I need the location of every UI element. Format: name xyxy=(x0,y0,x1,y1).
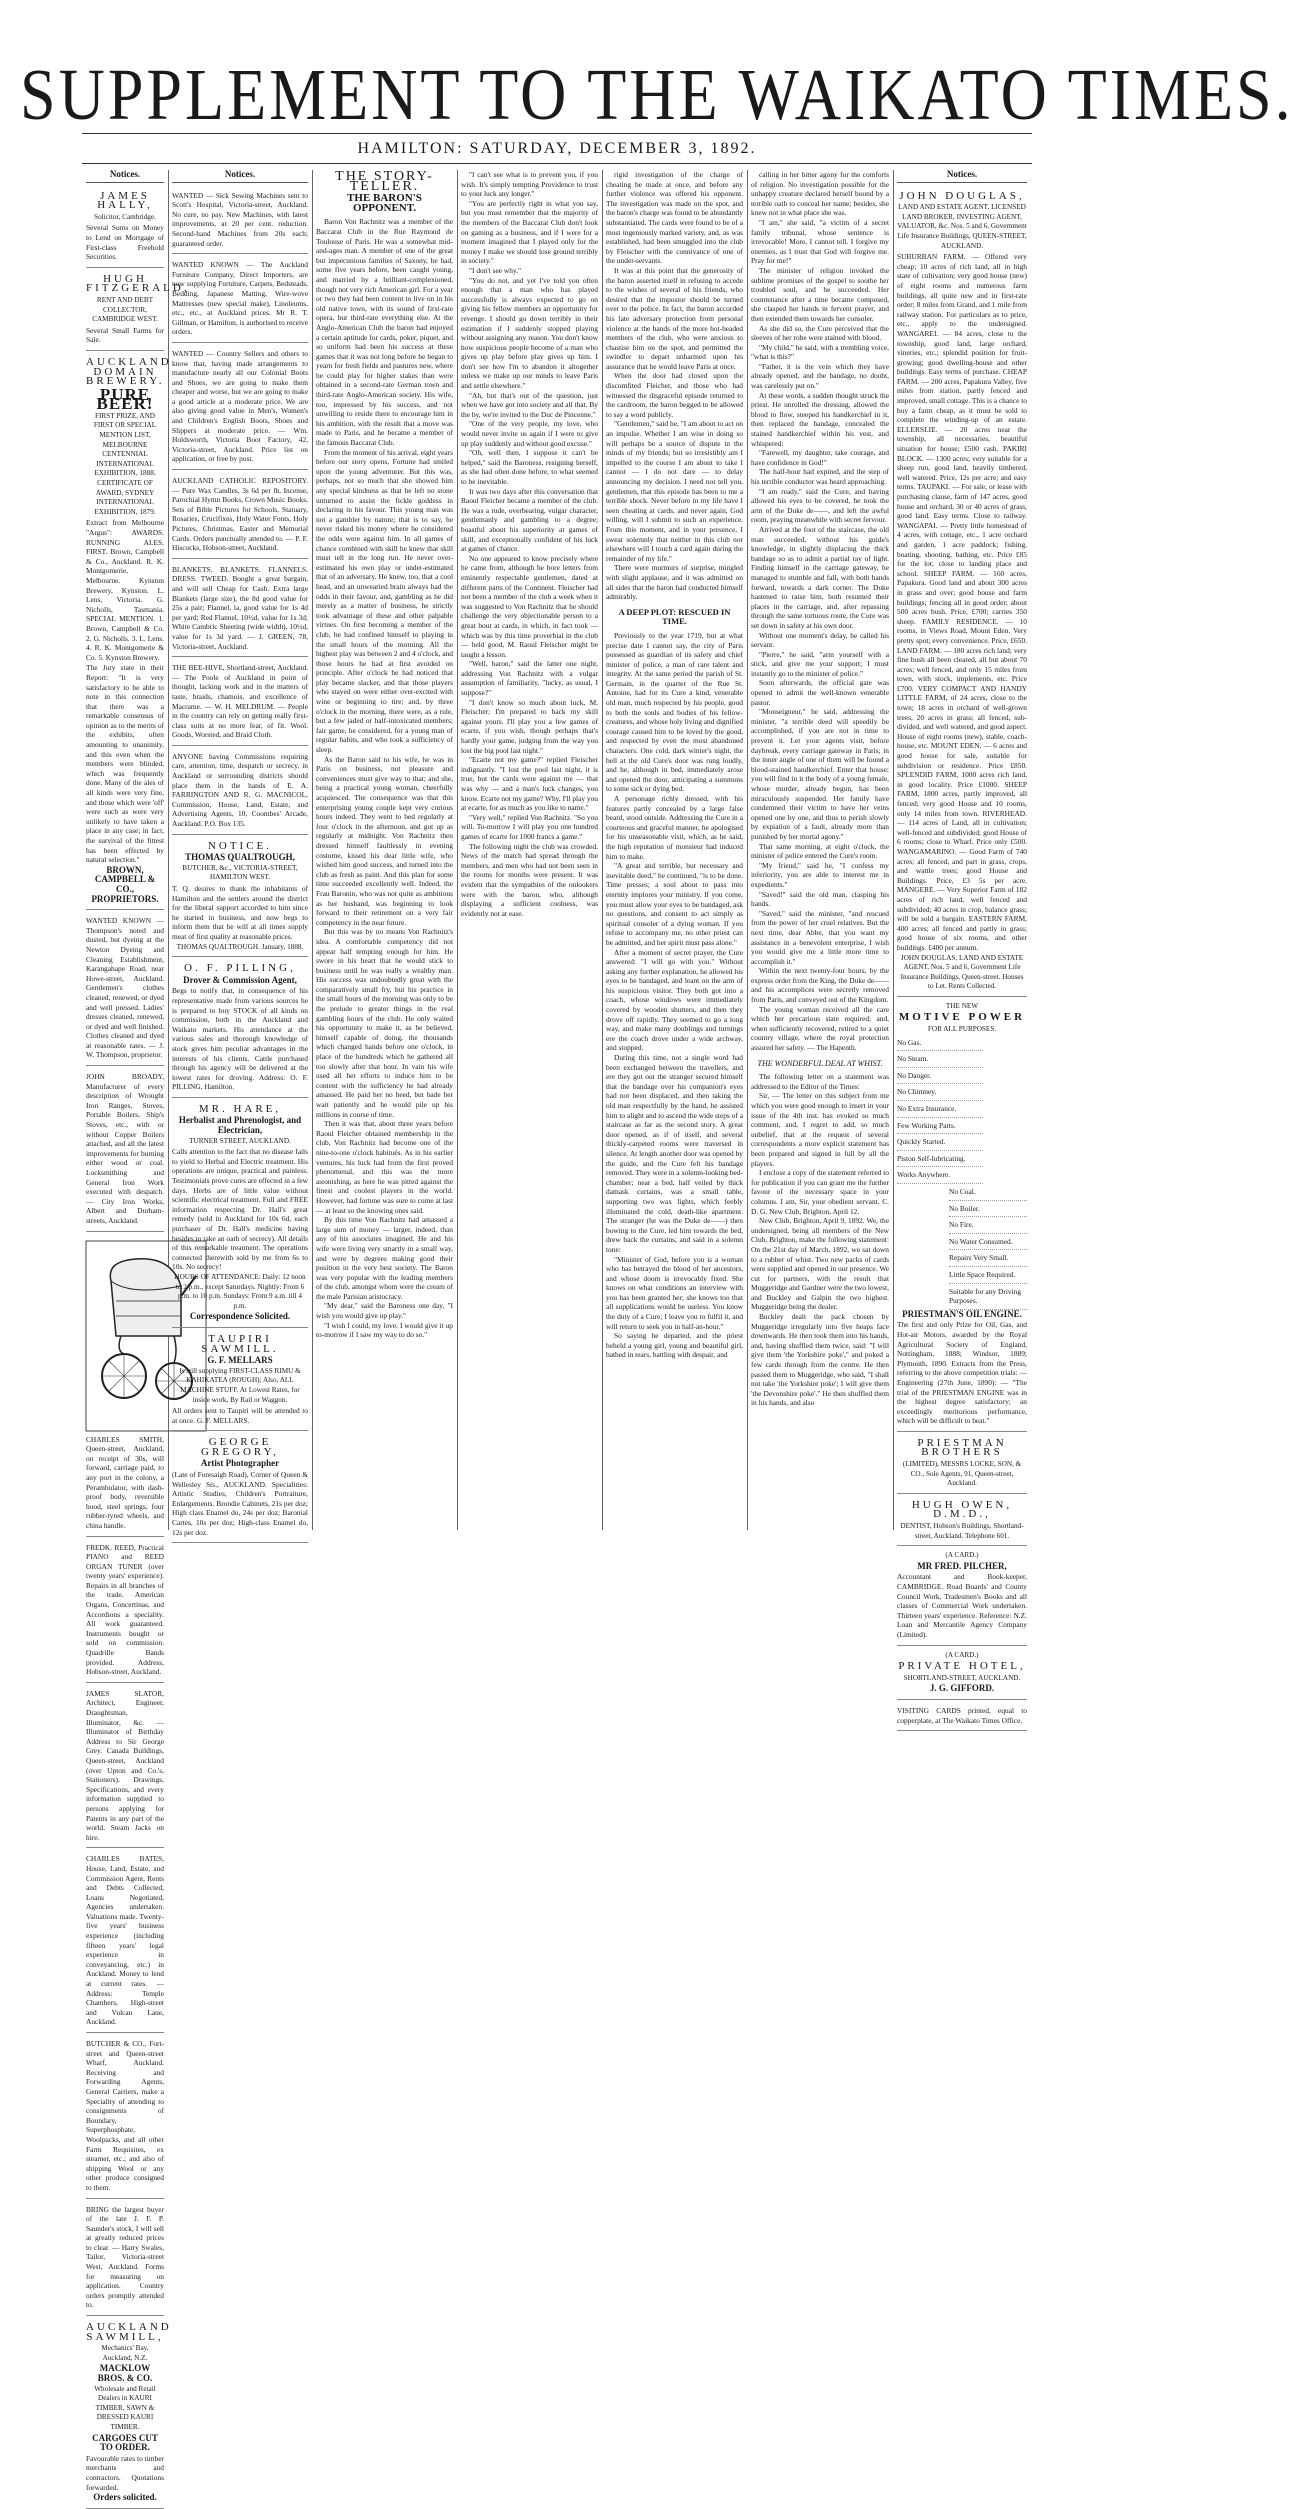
ad-furniture-company: WANTED KNOWN — The Auckland Furniture Company, Direct Importers, are now supplying Furniture, Carpets, Bedsteads, Bedding, Japanese Matting, Wire-wove Mattresses (new special make), Linoleums, etc., etc., at Auckland prices. Mr R. T. Gillman, or Hamilton, is authorised to receive orders. xyxy=(172,256,308,343)
engine-feature: No Coal. xyxy=(949,1184,1027,1201)
section-title: THE STORY-TELLER. xyxy=(335,169,434,194)
ad-bee-hive: THE BEE-HIVE, Shortland-street, Auckland. — The Poole of Auckland in point of thought, lacking work and in the matters of taste, braids, chamois, and excellence of Macrame. — W. H. MELDRUM. — People in the country can rely on getting really first-class suits at no more fear, of fit. Wool. Goods, Worsted, and Braid Cloth. xyxy=(172,659,308,746)
ad-fitzgerald: HUGH FITZGERALD, RENT AND DEBT COLLECTOR, CAMBRIDGE WEST. Several Small Farms for Sale. xyxy=(86,270,164,351)
ad-private-hotel: (A CARD.) PRIVATE HOTEL, SHORTLAND-STREET, AUCKLAND. J. G. GIFFORD. xyxy=(897,1648,1027,1700)
ad-butcher: BUTCHER & CO., Fort-street and Queen-street Wharf, Auckland. Receiving and Forwarding Agents, General Carriers, make a Speciality of attending to consignments of Boundary, Superphosphate, Woolpacks, and all other Farm Requisites, ex steamer, etc.; and also of shipping Wool or any other produce consigned to them. xyxy=(86,2035,164,2199)
engine-feature: Few Working Parts. xyxy=(897,1118,983,1135)
story-title: A DEEP PLOT: RESCUED IN TIME. xyxy=(618,606,731,627)
ad-taupiri-sawmill: TAUPIRI SAWMILL. G. F. MELLARS Is still supplying FIRST-CLASS RIMU & KAHIKATEA (ROUGH); Also, ALL MACHINE STUFF. At Lowest Rates, for inside work, By Rail or Waggon. All orders sent to Taupiri will be attended to at once. G. F. MELLARS. xyxy=(172,1330,308,1431)
dateline: HAMILTON: SATURDAY, DECEMBER 3, 1892. xyxy=(357,140,757,157)
column-divider xyxy=(893,170,894,1530)
ad-reed: FREDK. REED, Practical PIANO and REED ORGAN TUNER (over twenty years' experience). Repairs in all branches of the trade. American Organs, Concertinas, and Accordions a speciality. All work guaranteed. Instruments bought or sold on commission. Quadrille Bands provided. Address, Hobson-street, Auckland. xyxy=(86,1539,164,1683)
ad-motive-power: THE NEW MOTIVE POWER FOR ALL PURPOSES. No Gas. No Steam. No Danger. No Chimney. No Extra Insurance. Few Working Parts. Quickly Started. Piston Self-lubricating. Works Anywhere. No Coal. No Boiler. No Fire. No Water Consumed. Repairs Very Small. Little Space Required. Suitable for any Driving Purposes. PRIESTMAN'S OIL ENGINE. The first and only Prize for Oil, Gas, and Hot-air Motors, awarded by the Royal Agricultural Society of England, Nottingham, 1888; Windsor, 1889; Plymouth, 1890. Extracts from the Press, referring to the above competition trials: — Engineering (27th June, 1890): — "The trial of the PRIESTMAN ENGINE was in the highest degree satisfactory; an exceedingly meritorious performance, which will be difficult to beat." xyxy=(897,999,1027,1432)
engine-feature: No Water Consumed. xyxy=(949,1234,1027,1251)
column-divider xyxy=(312,170,313,1530)
engine-feature: Works Anywhere. xyxy=(897,1167,983,1184)
engine-feature: Piston Self-lubricating. xyxy=(897,1151,983,1168)
ad-catholic-repository: AUCKLAND CATHOLIC REPOSITORY. — Pure Wax Candles, 3s 6d per lb, Incense, Parochial Hymn Books, Crown Music Books, Sets of Bible Pictures for Schools, Statuary, Rosaries, Crucifixes, Holy Water Fonts, Holy Pictures, Christmas, Easter and Memorial Cards. Orders punctually attended to. — P. F. Hiscocks, Hobson-street, Auckland. xyxy=(172,472,308,559)
column-4-story: "I can't see what is to prevent you, if you wish. It's simply tempting Providence to trust to your luck any longer." "You are perfectly right in what you say, but you must remember that the majority of the members of the Baccarat Club don't look on gaming as a business, and if I were for a moment imagined that I played only for the money I make we should lose ground terribly in society." "I don't see why." "You do not, and yet I've told you often enough that a man who has played successfully is always expected to go on giving his fellow members an opportunity for revenge. I should go down terribly in their estimation if I suddenly stopped playing without assigning any reason. You don't know how suspicious people become of a man who gives up play before play gives up him. I don't see how I'm to abandon it altogether unless we make up our minds to leave Paris and settle elsewhere." "Ah, but that's out of the question, just when we have got into society and all that. By the by, we're invited to the Duc de Pincenne." "One of the very people, my love, who would never invite us again if I were to give up play suddenly and without good excuse." "Oh, well then, I suppose it can't be helped," said the Baroness, resigning herself, as she had often done before, to what seemed to be inevitable. It was two days after this conversation that Raoul Fleicher became a member of the club. He was a rude, overbearing, vulgar character, gentlemanly and gambling to a degree; boastful about his superiority at games of skill, and exceptionally confident of his luck at games of chance. No one appeared to know precisely where he came from, although he bore letters from eminently respectable gentlemen, dated at different parts of the Continent. Fleischer had not been a member of the club a week when it was suggested to Von Rachnitz that he should challenge the very objectionable person to a great bout at cards, in which, in fact took — which was by this time proverbial in the club — held good, M. Raoul Fleischer might be taught a lesson. "Well, baron," said the latter one night, addressing Von Rachnitz with a vulgar assumption of familiarity, "lucky, as usual, I suppose?" "I don't know so much about luck, M. Fleischer; I'm prepared to back my skill against yours. I'll play you a few games of ecarte, if you wish, though perhaps that's hardly your game, judging from the way you lost the big pool last night." "Ecarte not my game?" replied Fleischer indignantly. "I lost the pool last night, it is true, but the cards were against me — that was why — and a man's luck changes, you know. Ecarte not my game? Why, I'll play you at ecarte, for as much as you like to name." "Very well," replied Von Rachnitz. "So you will. To-morrow I will play you one hundred games of ecarte for 1000 francs a game." The following night the club was crowded. News of the match had spread through the members, and men who had not been seen in the rooms for months were present. It was evident that the sympathies of the onlookers were with the baron, who, although displaying a sufficient coolness, was evidently not at ease. xyxy=(461,170,598,918)
engine-feature: No Extra Insurance. xyxy=(897,1101,983,1118)
ad-swales: BRING the largest buyer of the late J. F. P. Saunder's stock, I will sell at greatly reduced prices to clear. — Harry Swales, Tailor, Victoria-street West, Auckland. Forms for measuring on application. Country orders promptly attended to. xyxy=(86,2201,164,2317)
column-divider xyxy=(457,170,458,1530)
ad-gregory: GEORGE GREGORY, Artist Photographer (Late of Foresaigh Road), Corner of Queen & Wellesley Sts., AUCKLAND. Specialities: Artistic Studies, Children's Portraiture, Enlargements. Brondie Cabinets, 21s per doz; High class Enamel do, 24s per doz; Baronial Cartes, 10s per doz; High-class Enamel do, 12s per doz. xyxy=(172,1433,308,1543)
ad-pilcher: (A CARD.) MR FRED. PILCHER, Accountant and Book-keeper, CAMBRIDGE. Road Boards' and County Council Work, Tradesmen's Books and all classes of Commercial Work undertaken. Thirteen years' experience. Reference: N.Z. Loan and Mercantile Agency Company (Limited). xyxy=(897,1548,1027,1645)
title-rule xyxy=(82,133,1032,134)
ad-john-douglas: JOHN DOUGLAS, LAND AND ESTATE AGENT, LICENSED LAND BROKER, INVESTING AGENT, VALUATOR, &c. Nos. 5 and 6, Government Life Insurance Buildings, QUEEN-STREET, AUCKLAND. SUBURBAN FARM. — Offered very cheap; 10 acres of rich land, all in high state of cultivation; very good house (new) of eight rooms and numerous farm buildings, all quite new and in first-rate order; 8 miles from Grand, and 1 mile from railway station. For particulars as to price, etc., apply to the undersigned. WANGAREI. — 84 acres, close to the township, good land, large orchard, vineries, etc.; splendid position for fruit-growing; good dwelling-house and other buildings. Easy terms of purchase. CHEAP FARM. — 200 acres, Papakura Valley, five miles from station, partly fenced and improved, small cottage. This is a chance to buy a farm cheap, as it must be sold to complete the winding-up of an estate. ELLERSLIE. — 20 acres near the township, all necessaries, beautiful situation for house; £500 cash. PAKIRI BLOCK. — 1300 acres; very suitable for a sheep run, good land, heavily timbered, well watered. Price, 12s per acre; and easy terms. TAUPAKI. — For sale, or lease with purchasing clause, farm of 147 acres, good house and orchard, 30 or 40 acres of grass, good land. Easy terms. Close to railway. WANGAPAI. — Pretty little homestead of 4 acres, with cottage, etc., 1 acre orchard and garden, 1 acre paddock; fishing, boating, shooting, bathing, etc. Price £85 for the lot; close to landing place and school. SHEEP FARM. — 160 acres, Papakura. Good land and about 300 acres in grass and over; good house and farm buildings; fencing all in good order; about 500 acres bush. Price, £700; carries 350 sheep. FAMILY RESIDENCE. — 10 rooms, in Views Road, Mount Eden. Very pretty spot; every convenience. Price, £650. LAND FARM. — 180 acres rich land; very fine bush all been cleared, all but about 70 acres; well fenced, and only 15 miles from town, with stock, implements, etc. Price £700. VERY COMPACT AND HANDY LITTLE FARM, of 24 acres, close to the town; 18 acres in orchard of well-grown trees, 20 acres in grass; all fenced, sub-divided, and well watered, and good aspect. House of eight rooms (new), stable, coach-house, etc. MOUNT EDEN. — 6 acres and good house for sale, suitable for subdivision or residence. Price £850. SPLENDID FARM, 1000 acres rich land, in good locality. Price £1000. SHEEP FARM, 1800 acres, partly improved, all fenced; very good House and 10 rooms, only 14 miles from town. RIVERHEAD. — 114 acres of Land, all in cultivation; well-fenced and subdivided; good House of 6 rooms; close to Wharf. Price only £500. WANGAMARINO. — Good Farm of 740 acres; all fenced, and part in grass, crops, and wattle trees; good House and Buildings. Price, £3 5s per acre. MANGERE. — Very Superior Farm of 182 acres of rich land, well fenced and subdivided; 40 acres in crop, balance grass; will be sold a bargain. EASTERN FARM, 400 acres; all fenced and partly in grass; good house of six rooms, and other buildings. £400 per annum. JOHN DOUGLAS, LAND AND ESTATE AGENT, Nos. 5 and 6, Government Life Insurance Buildings, Queen-street. Houses to Let. Rents Collected. xyxy=(897,187,1027,997)
engine-name: PRIESTMAN'S OIL ENGINE. xyxy=(902,1308,1022,1319)
ad-boot-factory: WANTED — Country Sellers and others to know that, having made arrangements to manufacture nearly all our Colonial Boots and Shoes, we are going to make them cheaper and worse, but we are going to make a good article at a moderate price. We are also giving good value in Men's, Women's and Children's English Boots, Shoes and Slippers at moderate price. — Wm. Holdsworth, Victoria Boot Factory, 42, Victoria-street, Auckland. Price list on application, or free by post. xyxy=(172,345,308,470)
engine-features-left xyxy=(897,1035,983,1184)
engine-feature: No Chimney. xyxy=(897,1084,983,1101)
notices-heading: Notices. xyxy=(172,170,308,183)
ad-domain-brewery: AUCKLAND DOMAIN BREWERY. PURE BEER! FIRST PRIZE, AND FIRST OR SPECIAL MENTION LIST, MELBOURNE CENTENNIAL INTERNATIONAL EXHIBITION, 1888. CERTIFICATE OF AWARD, SYDNEY INTERNATIONAL EXHIBITION, 1879. Extract from Melbourne "Argus": AWARDS. RUNNING ALES. FIRST. Brown, Campbell & Co., Auckland. R. K. Montgomerie, Melbourne. Kynston Brewery, Kynston. L. Lens, Victoria. G. Nicholls, Tasmania. SPECIAL MENTION. 1. Brown, Campbell & Co. 2. G. Nicholls. 3. L. Lens. 4. R. K. Montgomerie & Co. 5. Kynston Brewery. The Jury state in their Report: "It is very satisfactory to be able to note in this connection that there was a remarkable consensus of opinion as to the merits of the exhibits, often amounting to unanimity, and this even when the members were blinded, which was frequently done. Many of the ales of all kinds were very fine, and those which were 'off' were such as were very unlikely to have taken a place in any case; in fact, the survival of the fittest has been effected by natural selection." BROWN, CAMPBELL & CO., PROPRIETORS. xyxy=(86,353,164,910)
story-title: THE BARON'S OPPONENT. xyxy=(347,192,422,214)
ad-farrington: ANYONE having Commissions requiring care, attention, time, despatch or secrecy, in Auckland or surrounding districts should place them in the hands of E. A. FARRINGTON AND R. G. MACNICOL, Commission, House, Land, Estate, and Advertising Agents, 10, Coombes' Arcade, Auckland. P.O. Box 135. xyxy=(172,748,308,835)
column-3-story: THE STORY-TELLER. THE BARON'S OPPONENT. Baron Von Rachnitz was a member of the Baccarat Club in the Rue Raymond de Toulouse of Paris. He was a somewhat mid-and-ages man. A member of one of the great but impecunious families of Saxony, he had, some five years before, been caught young, and married by a brilliant-complexioned, though not very rich American girl. For a year or two they had been content to live on in his old native town, with its sound of first-rate opera, but third-rate everything else. At the Anglo-American Club the baron had enjoyed a certain aptitude for cards, poker, piquet, and so uniform had been his success at these games that it was not long before he began to yearn for fresh fields and pastures new, where he could play for higher stakes than were obtained in a second-rate German town and third-rate Anglo-American society. His wife, too, impressed by his success, and not unwilling to reside there to encourage him in his ambition, with the result that a move was made to Paris, and he became a member of the famous Baccarat Club. From the moment of his arrival, eight years before our story opens, Fortune had smiled upon the young adventurer. But this was, perhaps, not so much that she showed him any special kindness as that he left no stone unturned to assist the fickle goddess in declaring in his favour. This young man was not a gambler by nature; that is to say, he never risked his money where he considered the odds were against him. In all games of chance combined with skill he knew that skill must tell in the long run. He never over-estimated his own play or under-estimated that of an adversary. He knew, too, that a cool head, and an unwearied brain always had the odds in their favour, and, gambling as he did merely as a matter of business, he strictly took advantage of these and other palpable virtues. On first becoming a member of the club, he had confined himself to playing in the small hours of the morning. All the highest play was between 2 and 4 o'clock, and those hours he had at first avoided on principle. After o'clock he had noticed that play became slacker, and that those players who stayed on were either over-excited with wine or beginning to tire; and, by three o'clock in the morning, there were, as a rule, but a few jaded or half-intoxicated members; fair game, he considered, for a young man of regular habits, and who took a sufficiency of sleep. As the Baron said to his wife, he was in Paris on business, not pleasure and conveniences must give way to that; and she, being a practical young woman, cheerfully acquiesced. The consequence was that this enterprising young couple kept very curious hours indeed. They went to bed regularly at four o'clock in the afternoon, and got up as regularly at midnight. Von Rachnitz then dressed himself faultlessly in evening costume, kissed his dear little wife, who wished him good success, and turned into the club as fresh as paint. And this plan for some time succeeded excellently well. Indeed, the Frau Baronin, who was not quite as ambitious as her husband, was beginning to look forward to their retirement on a very fair competency in the near future. But this was by no means Von Rachnitz's idea. A comfortable competency did not appear half tempting enough for him. He swore in his heart that he would stick to business until he was really a wealthy man. His success was undoubtedly great with the comparatively small fry, but his practice in the small hours of the morning was only to be the prelude to greater things in the real gambling hours of the club. He only waited his opportunity to make it, as he believed, himself capable of doing, the thousands which changed hands before one o'clock, in place of the hundreds which he gathered all too slowly after that hour. In vain his wife used all her efforts to induce him to be content with the sufficiency he had already amassed. He paid her no heed, but bade her wait patiently and he would pile up his millions in course of time. Then it was that, about three years before Raoul Fleicher obtained membership in the club, Von Rachnitz had become one of the nine-to-one o'clock habitués. As in his earlier ventures, his luck had from the first proved phenomenal, and this was the more astonishing, as here he was pitted against the finest and coolest players in the world. However, had fortune was sure to come at last — at least so the knowing ones said. By this time Von Rachnitz had amassed a large sum of money — larger, indeed, than any of his associates imagined. He and his wife were living very smartly in a small way, and were by degrees making good their position in the very best society. The Baron was very popular with the leading members of the club, amongst whom were the cream of the male Parisian aristocracy. "My dear," said the Baroness one day, "I wish you would give up play." "I wish I could, my love. I would give it up to-morrow if I saw my way to do so." xyxy=(316,169,453,1340)
ad-hare: MR. HARE, Herbalist and Phrenologist, and Electrician, TURNER STREET, AUCKLAND. Calls attention to the fact that no disease fails to yield to Herbal and Electric treatment. His operations are unique, practical and painless. Testimonials prove cures are effected in a few days. Herbs are of little value without scientific electrical treatment. Full and FREE information respecting Dr. Hall's great remedy (sold in Auckland for 10s 6d, each purchaser of Dr. Hall's medicine having besides to take an oath of secrecy). All details of this remarkable treatment. The operations connected therewith sold by me from 6s to 10s. No secrecy! HOURS OF ATTENDANCE: Daily: 12 noon to 2 p.m., except Saturdays. Nightly: From 6 p.m. to 10 p.m. Sundays: From 9 a.m. till 4 p.m. Correspondence Solicited. xyxy=(172,1100,308,1328)
dateline-rule xyxy=(82,163,1032,164)
ad-visiting-cards: VISITING CARDS printed, equal to copperplate, at The Waikato Times Office. xyxy=(897,1702,1027,1731)
engine-feature: Suitable for any Driving Purposes. xyxy=(949,1284,1027,1310)
ad-blankets: BLANKETS. BLANKETS. FLANNELS. DRESS. TWEED. Bought a great bargain, and will sell Cheap for Cash. Extra large Blankets (large size), the 8d good value for 25s a pair; Flannel, la, good value for 1s 4d per yard; Red Flannel, 10½d, value for 1s 3d; White Cambric Sheeting (wide width), 10½d, value for 1s 3d yard. — J. GREEN, 78, Victoria-street, Auckland. xyxy=(172,561,308,657)
column-2 xyxy=(172,169,308,1537)
engine-feature: Repairs Very Small. xyxy=(949,1250,1027,1267)
ad-auckland-sawmill: AUCKLAND SAWMILL, Mechanics' Bay, Auckland, N.Z. MACKLOW BROS. & CO. Wholesale and Retail Dealers in KAURI TIMBER, SAWN & DRESSED KAURI TIMBER. CARGOES CUT TO ORDER. Favourable rates to timber merchants and contractors. Quotations forwarded. Orders solicited. xyxy=(86,2318,164,2509)
story-title: THE WONDERFUL DEAL AT WHIST. xyxy=(757,1058,883,1068)
column-7 xyxy=(897,169,1027,1725)
engine-feature: Little Space Required. xyxy=(949,1267,1027,1284)
ad-sewing-machines: WANTED — Sick Sewing Machines sent to Scott's Hospital, Victoria-street, Auckland. No cure, no pay. New Machines, with latest improvements, at 20 per cent. reduction. Second-hand Machines from 20s each; guaranteed order. xyxy=(172,187,308,255)
ad-broady: JOHN BROADY, Manufacturer of every description of Wrought Iron Ranges, Stoves, Portable Boilers, Ship's Stoves, etc., with or without Copper Boilers attached, and all the latest improvements for burning either wood or coal. Locksmithing and General Iron Work executed with despatch. — City Iron Works, Albert and Durham-streets, Auckland. xyxy=(86,1068,164,1232)
newspaper-title: SUPPLEMENT TO THE WAIKATO TIMES. xyxy=(20,53,1294,136)
column-divider xyxy=(602,170,603,1530)
ad-hally: JAMES HALLY, Solicitor, Cambridge. Several Sums on Money to Lend on Mortgage of First-class Freehold Securities. xyxy=(86,187,164,268)
notices-heading: Notices. xyxy=(86,170,164,183)
column-6-story: calling in her bitter agony for the comforts of religion. No investigation possible for the unhappy creature declared herself bound by a terrible oath to conceal her name; besides, she knew not in what place she was. "I am," she said, "a victim of a secret family tribunal, whose sentence is irrevocable! More, I cannot tell. I forgive my enemies, as I trust that God will forgive me. Pray for me!" The minister of religion invoked the sublime promises of the gospel to soothe her troubled soul, and he succeeded. Her countenance after a time became composed, she clasped her hands in fervent prayer, and then extended them towards her consoler. As she did so, the Cure perceived that the sleeves of her robe were stained with blood. "My child," he said, with a trembling voice, "what is this?" "Father, it is the vein which they have already opened, and the bandage, no doubt, was carelessly put on." At these words, a sudden thought struck the priest. He unrolled the dressing, allowed the blood to flow, steeped his handkerchief in it, then replaced the bandage, concealed the stained handkerchief within his vest, and whispered: "Farewell, my daughter, take courage, and have confidence in God!" The half-hour had expired, and the step of his terrible conductor was heard approaching. "I am ready," said the Cure, and having allowed his eyes to be covered, he took the arm of the Duke de——, and left the awful room, praying meanwhile with secret fervour. Arrived at the foot of the staircase, the old man succeeded, without his guide's knowledge, in slightly displacing the thick bandage so as to admit a partial ray of light. Finding himself in the carriage gateway, he managed to stumble and fall, with both hands forward, towards a dark corner. The Duke hastened to raise him, both resumed their places in the carriage, and, after repassing through the same tortuous route, the Cure was set down in safety at his own door. Without one moment's delay, he called his servant. "Pierre," he said, "arm yourself with a stick, and give me your support; I must instantly go to the minister of police." Soon afterwards, the official gate was opened to admit the well-known venerable pastor. "Monseigneur," he said, addressing the minister, "a terrible deed will speedily be accomplished, if you are not in time to prevent it. Let your agents visit, before daybreak, every carriage gateway in Paris; in the inner angle of one of them will be found a blood-stained handkerchief. Enter that house; you will find in it the body of a young female, whose murder, already begun, has been miraculously suspended. Her family have condemned their victim to have her veins opened one by one, and thus to perish slowly by expiation of a fault, already more than punished by her mortal agony." That same morning, at eight o'clock, the minister of police entered the Cure's room. "My friend," said he, "I confess my inferiority, you are able to interest me in expedients." "Saved!" said the old man, clasping his hands. "Saved," said the minister, "and rescued from the power of her cruel relatives. But the next time, dear Abbe, that you want my assistance in a benevolent enterprise, I wish you would give me a little more time to accomplish it." Within the next twenty-four hours, by the express order from the King, the Duke de—— and his accomplices were secretly removed from Paris, and conveyed out of the Kingdom. The young woman received all the care which her precarious state required; and, when sufficiently recovered, retired to a quiet country village, where the royal protection assured her safety. — The Hapenth. THE WONDERFUL DEAL AT WHIST. The following letter on a statement was addressed to the Editor of the Times: Sir, — The letter on this subject from me which you were good enough to insert in your issue of the 4th inst. has evoked so much comment, and, I regret to add, so much unbelief, that at the request of several correspondents a more explicit statement has been prepared and signed in full by all the players. I enclose a copy of the statement referred to for publication if you can grant me the further favour of the necessary space in your columns. I am, Sir, your obedient servant, C. D. G. New Club, Brighton, April 12. New Club, Brighton, April 9, 1892. We, the undersigned, being all members of the New Club, Brighton, make the following statement: On the 21st day of March, 1892, we sat down to a rubber of whist. Two new packs of cards were supplied and opened in our presence. We cut for partners, with the result that Muggeridge and Gardner were the two lowest, and Buckley and Galpin the two highest. Muggeridge being the dealer. Buckley dealt the pack chosen by Muggeridge irregularly into five heaps face downwards. He then took them into his hands, and, having shuffled them twice, said: "I will give them 'the Yorkshire poke'," and poked a few cards through from the centre. He then passed them to Muggeridge, who said, "I shall not take 'the Yorkshire poke'; I will give them 'the Devonshire poke'." He then shuffled them in his hands, and also xyxy=(751,170,889,1408)
ad-owen: HUGH OWEN, D.M.D., DENTIST, Hobson's Buildings, Shortland-street, Auckland. Telephone 601. xyxy=(897,1496,1027,1546)
notices-heading: Notices. xyxy=(897,170,1027,183)
ad-perambulator: CHARLES SMITH, Queen-street, Auckland, on receipt of 30s, will forward, carriage paid, to any port in the colony, a Perambulator, with dash-proof body, reversible hood, steel springs, four rubber-tyred wheels, and china handle. xyxy=(86,1234,164,1537)
engine-feature: No Boiler. xyxy=(949,1201,1027,1218)
engine-feature: No Gas. xyxy=(897,1035,983,1052)
ad-pilling: O. F. PILLING, Drover & Commission Agent, Begs to notify that, in consequence of his representative made from various sources he is prepared to buy STOCK of all kinds on commission, both in the Auckland and Waikato markets. His attendance at the various sales and thorough knowledge of stock gives him peculiar advantages in the interests of his clients. Cattle purchased through his agency will be delivered at the lowest rates for droving. Address: O. F. PILLING, Hamilton. xyxy=(172,959,308,1098)
engine-feature: No Danger. xyxy=(897,1068,983,1085)
engine-features-right xyxy=(949,1184,1027,1310)
column-1 xyxy=(86,169,190,2503)
ad-thompson: WANTED KNOWN — Thompson's noted and dusted, but dyeing at the Newton Dyeing and Cleaning Establishment, Karangahape Road, near Howe-street, Auckland. Gentlemen's clothes cleaned, renewed, or dyed and well pressed. Ladies' dresses cleaned, renewed, or dyed and well finished. Clothes cleaned and dyed at reasonable rates. — J. W. Thompson, proprietor. xyxy=(86,912,164,1066)
ad-slator: JAMES SLATOR, Architect, Engineer, Draughtsman, Illuminator, &c. — Illuminator of Birthday Address to Sir George Grey. Canada Buildings, Queen-street, Auckland (over Upton and Co.'s, Stationers). Drawings, Specifications, and every information supplied to persons applying for Patents in any part of the world. Steam Jacks on hire. xyxy=(86,1685,164,1849)
ad-qualtrough: NOTICE. THOMAS QUALTROUGH, BUTCHER, &c., VICTORIA-STREET, HAMILTON WEST. T. Q. desires to thank the inhabitants of Hamilton and the settlers around the district for the liberal support accorded to him since he started in business, and now begs to inform them that he will at all times supply meat of first quality at reasonable prices. THOMAS QUALTROUGH. January, 1888. xyxy=(172,837,308,958)
engine-feature: No Fire. xyxy=(949,1217,1027,1234)
column-5-story: rigid investigation of the charge of cheating be made at once, and before any further violence was offered his opponent. The investigation was made on the spot, and the baron's charge was found to be abundantly substantiated. The cards were found to be of a most ingeniously marked variety, and, as was established, had been smuggled into the club by Fleischer with the connivance of one of the under-servants. It was at this point that the generosity of the baron asserted itself in refusing to accede to the wishes of several of his friends, who desired that the impostor should be turned over to the police. In fact, the baron accorded his late adversary protection from personal violence at the hands of the more hot-headed members of the club, who were anxious to chastise him on the spot, and permitted the swindler to depart unharmed upon his assurance that he would leave Paris at once. When the door had closed upon the discomfited Fleicher, and those who had witnessed the disgraceful episode returned to the cardroom, the baron begged to be allowed to say a word publicly. "Gentlemen," said he, "I am about to act on an impulse. Whether I am wise in doing so will perhaps be a source of dispute in the minds of my friends; but so irresistibly am I impelled to the course I am about to take I cannot — I do not dare — to delay announcing my decision. I need not tell you, gentlemen, that this episode has been to me a terrible shock. Never before in my life have I seen cheating at cards, and never again, God willing, will I submit to such an experience. From this moment, and in your presence, I swear solemnly that neither in this club nor elsewhere will I touch a card again during the remainder of my life." There were murmurs of surprise, mingled with slight applause, and it was admitted on all sides that the baron had conducted himself admirably. A DEEP PLOT: RESCUED IN TIME. Previously to the year 1719, but at what precise date I cannot say, the city of Paris possessed as guardian of its safety and chief minister of police, a man of rare talent and integrity. At the same period the parish of St. Germain, in the quarter of the Rue St. Antoine, had for its Cure a kind, venerable old man, much respected by his people, good to both the souls and bodies of his fellow-creatures, and whose holy living and dignified courage caused him to be loved by the good, and respected by even the most abandoned characters. One cold, dark winter's night, the bell at the old Cure's door was rung loudly, and he, although in bed, immediately arose and opened the door, anticipating a summons to some sick or dying bed. A personage richly dressed, with his features partly concealed by a large false beard, stood outside. Addressing the Cure in a courteous and graceful manner, he apologised for his unseasonable visit, which, as he said, the high reputation of monsieur had induced him to make. "A great and terrible, but necessary and inevitable deed," he continued, "is to be done. Time presses; a soul about to pass into eternity implores your ministry. If you come, you must allow your eyes to be bandaged, ask no questions, and consent to act simply as spiritual consoler of a dying woman. If you refuse to accompany me, no other priest can be admitted, and her spirit must pass alone." After a moment of secret prayer, the Cure answered: "I will go with you." Without asking any further explanation, he allowed his eyes to be bandaged, and leant on the arm of his suspicious visitor. They both got into a coach, whose windows were immediately covered by wooden shutters, and then they drove off rapidly. They seemed to go a long way, and make many doublings and turnings ere the coach drove under a wide archway, and stopped. During this time, not a single word had been exchanged between the travellers, and ere they got out the stranger secured himself that the bandage over his companion's eyes had not been displaced, and then taking the old man respectfully by the hand, he assisted him to alight and to ascend the wide steps of a staircase as far as the second story. A great door opened, as if of itself, and several thickly-carpeted rooms were traversed in silence. At length another door was opened by the guide, and the Cure felt his bandage removed. They were in a solemn-looking bed-chamber; near a bed, half veiled by thick damask curtains, was a small table, supporting two wax lights, which feebly illuminated the cold, death-like apartment. The stranger (he was the Duke de——) then bowing to the Cure, led him towards the bed, drew back the curtains, and said in a solemn tone: "Minister of God, before you is a woman who has betrayed the blood of her ancestors, and whose doom is irrevocably fixed. She knows on what conditions an interview with you has been granted her; she knows too that all supplications would be useless. You know the duty of a Cure; I leave you to fulfil it, and will return to seek you in half-an-hour." So saying he departed, and the priest beheld a young girl, young and beautiful girl, bathed in tears, battling with despair, and xyxy=(606,170,743,1360)
ad-priestman: PRIESTMAN BROTHERS (LIMITED), MESSRS LOCKE, SON, & CO., Sole Agents, 91, Queen-street, Auckland. xyxy=(897,1434,1027,1494)
column-divider xyxy=(747,170,748,1530)
engine-feature: Quickly Started. xyxy=(897,1134,983,1151)
engine-feature: No Steam. xyxy=(897,1051,983,1068)
ad-bates: CHARLES BATES, House, Land, Estate, and Commission Agent, Rents and Debts Collected, Loans Negotiated, Agencies undertaken. Valuations made. Twenty-five years' business experience (including fifteen years' legal experience in conveyancing, etc.) in Auckland. Money to lend at current rates. — Address: Temple Chambers, High-street and Vulcan Lane, Auckland. xyxy=(86,1850,164,2033)
